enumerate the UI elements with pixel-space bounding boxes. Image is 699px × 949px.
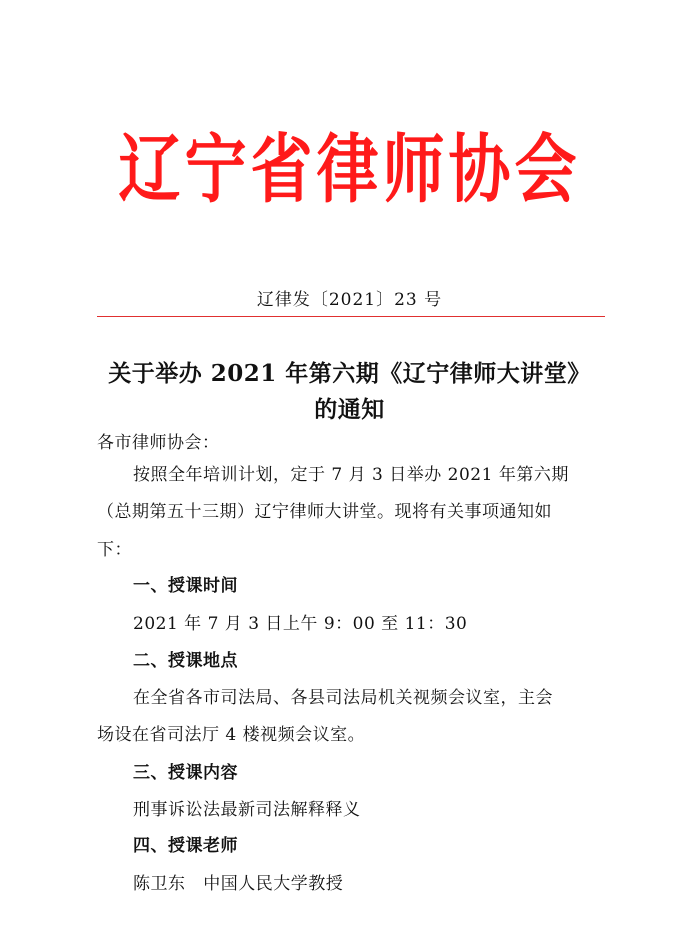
intro-paragraph-line-1: 按照全年培训计划，定于 7 月 3 日举办 2021 年第六期 (133, 465, 569, 485)
section-heading-location: 二、授课地点 (133, 651, 238, 671)
intro-paragraph-line-2: （总期第五十三期）辽宁律师大讲堂。现将有关事项通知如 (97, 502, 552, 522)
document-number: 辽律发〔2021〕23 号 (256, 290, 443, 310)
lecture-content-text: 刑事诉讼法最新司法解释释义 (133, 800, 361, 820)
salutation: 各市律师协会： (97, 433, 220, 453)
issuing-organization-header: 辽宁省律师协会 (118, 125, 581, 214)
lecture-time-text: 2021 年 7 月 3 日上午 9：00 至 11：30 (133, 614, 468, 634)
section-heading-time: 一、授课时间 (133, 576, 238, 596)
location-text-line-2: 场设在省司法厅 4 楼视频会议室。 (97, 725, 366, 745)
location-text-line-1: 在全省各市司法局、各县司法局机关视频会议室，主会 (133, 688, 553, 708)
notice-title-line-1: 关于举办 2021 年第六期《辽宁律师大讲堂》 (108, 360, 591, 387)
section-heading-content: 三、授课内容 (133, 763, 238, 783)
lecturer-text: 陈卫东 中国人民大学教授 (133, 874, 344, 894)
intro-paragraph-line-3: 下： (97, 540, 132, 560)
section-heading-lecturer: 四、授课老师 (133, 836, 238, 856)
notice-title-line-2: 的通知 (314, 396, 385, 423)
red-divider-line (97, 316, 605, 317)
